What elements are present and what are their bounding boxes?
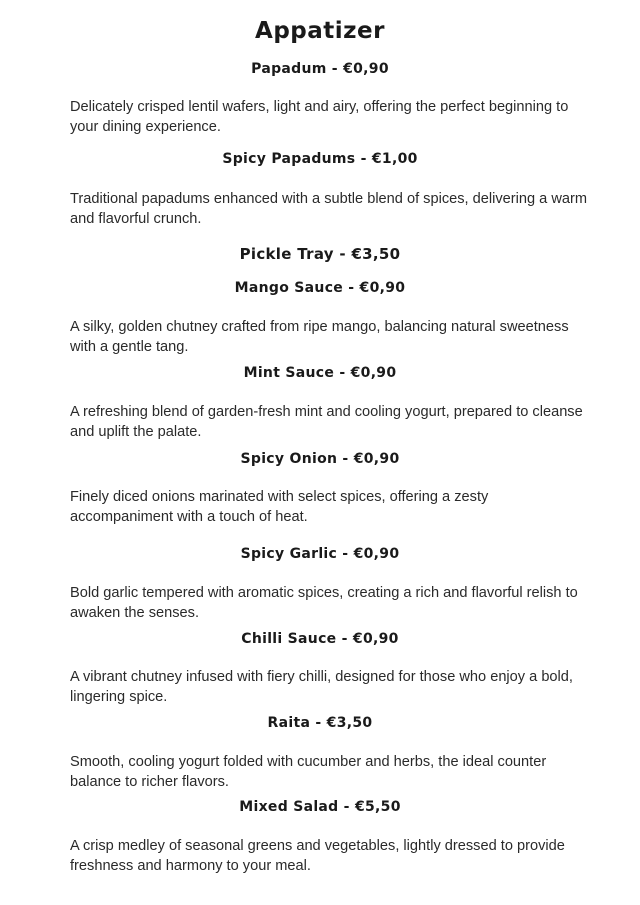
menu-item-name-pickle-tray: Pickle Tray - €3,50 <box>239 245 401 263</box>
menu-item-name-mint-sauce: Mint Sauce - €0,90 <box>243 365 397 381</box>
menu-item-description-mixed-salad: A crisp medley of seasonal greens and vegetables, lightly dressed to provide freshness and harmony to your meal. <box>70 838 565 874</box>
menu-item-name-chilli-sauce: Chilli Sauce - €0,90 <box>241 631 399 647</box>
menu-item-name-mixed-salad: Mixed Salad - €5,50 <box>239 799 401 815</box>
menu-item-name-papadum: Papadum - €0,90 <box>251 61 389 77</box>
menu-item-description-spicy-garlic: Bold garlic tempered with aromatic spices, creating a rich and flavorful relish to awaken the senses. <box>70 585 578 621</box>
menu-item-name-spicy-papadums: Spicy Papadums - €1,00 <box>222 151 418 167</box>
menu-item-description-chilli-sauce: A vibrant chutney infused with fiery chilli, designed for those who enjoy a bold, lingering spice. <box>70 669 573 705</box>
menu-item-name-mango-sauce: Mango Sauce - €0,90 <box>234 280 406 296</box>
menu-item-description-spicy-papadums: Traditional papadums enhanced with a subtle blend of spices, delivering a warm and flavorful crunch. <box>70 191 588 227</box>
menu-item-description-raita: Smooth, cooling yogurt folded with cucumber and herbs, the ideal counter balance to richer flavors. <box>70 754 547 790</box>
menu-item-name-spicy-onion: Spicy Onion - €0,90 <box>240 451 400 467</box>
menu-item-description-mango-sauce: A silky, golden chutney crafted from ripe mango, balancing natural sweetness with a gentle tang. <box>70 319 569 355</box>
section-title: Appatizer <box>255 18 385 44</box>
menu-item-description-papadum: Delicately crisped lentil wafers, light and airy, offering the perfect beginning to your dining experience. <box>70 99 569 135</box>
menu-item-name-spicy-garlic: Spicy Garlic - €0,90 <box>240 546 400 562</box>
menu-item-description-spicy-onion: Finely diced onions marinated with select spices, offering a zesty accompaniment with a touch of heat. <box>70 489 489 525</box>
menu-item-description-mint-sauce: A refreshing blend of garden-fresh mint and cooling yogurt, prepared to cleanse and uplift the palate. <box>70 404 583 440</box>
menu-item-name-raita: Raita - €3,50 <box>267 715 373 731</box>
